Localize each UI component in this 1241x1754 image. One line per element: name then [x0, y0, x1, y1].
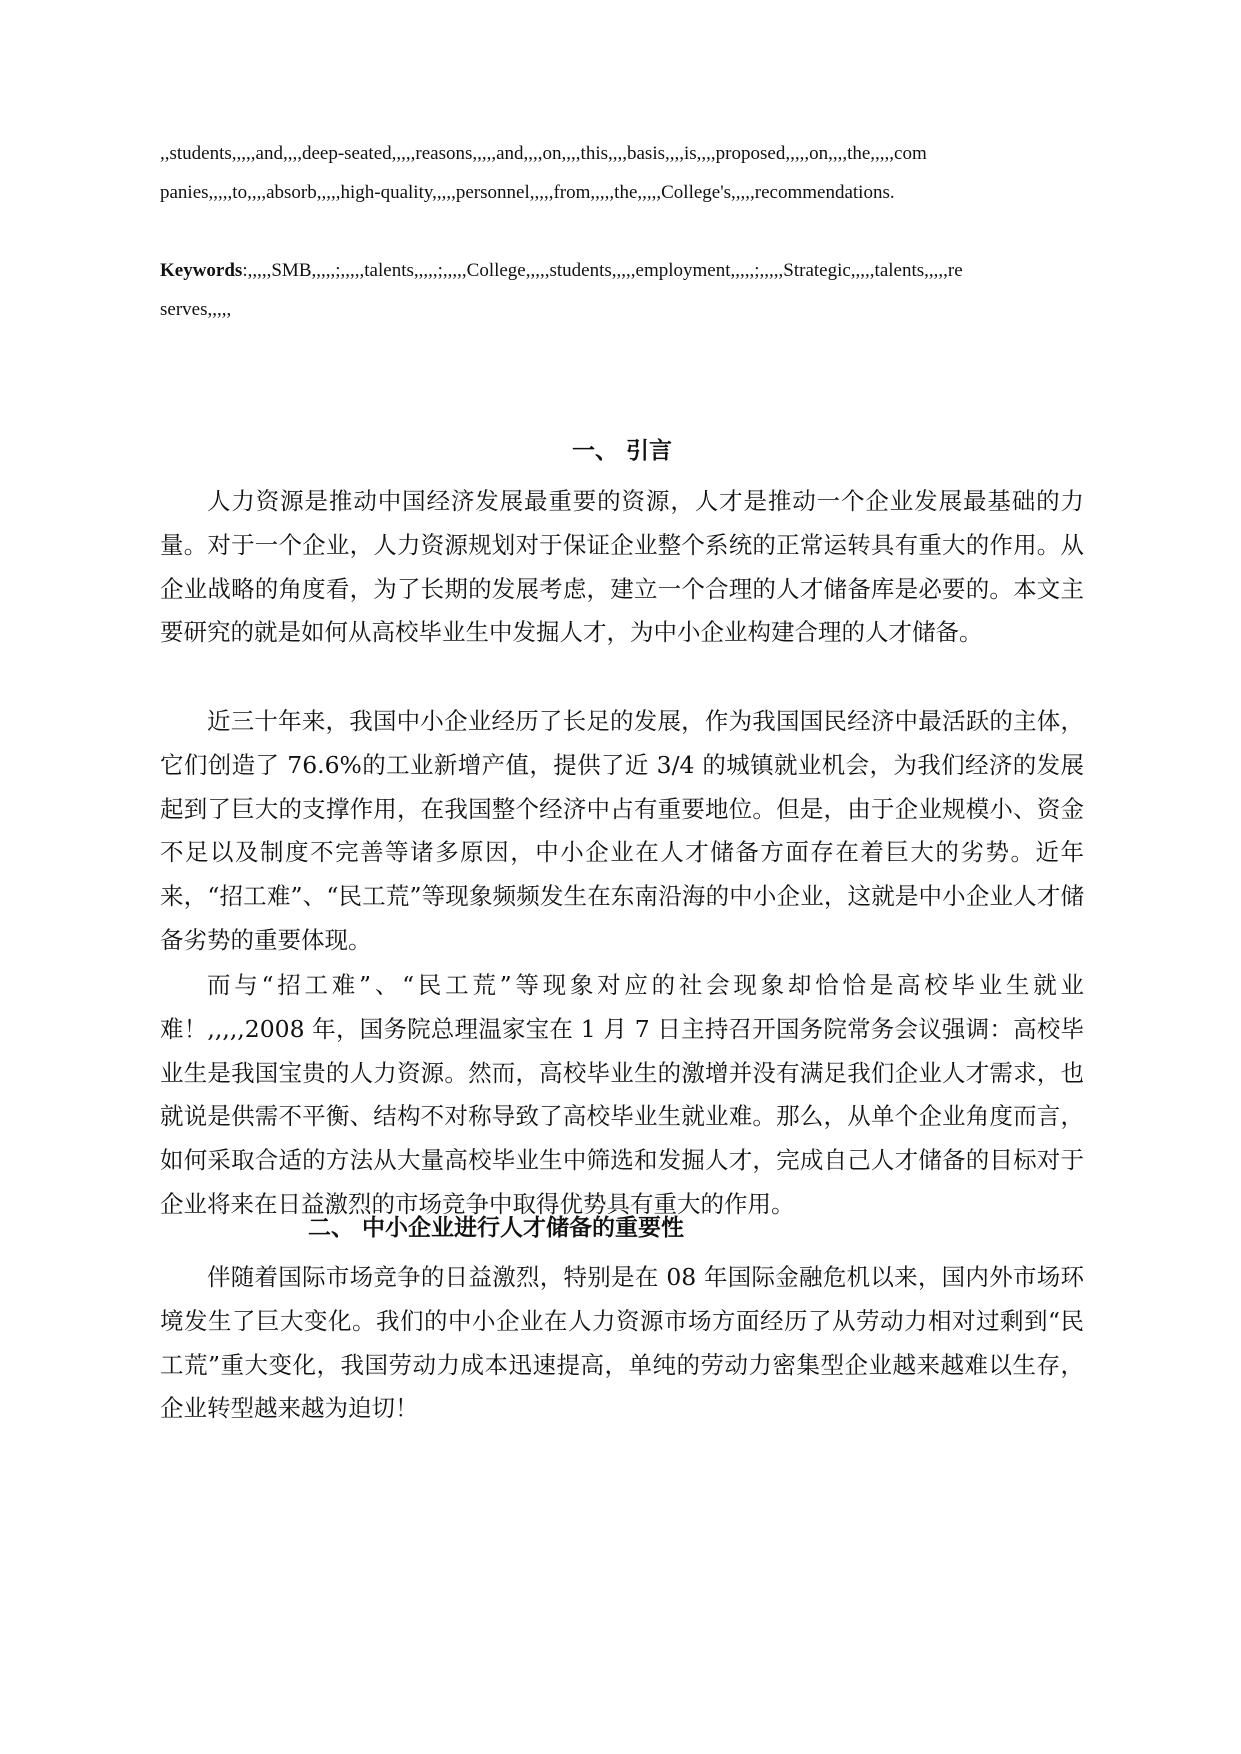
abstract-line-2: panies,,,,,to,,,,absorb,,,,,high-quality,,,,,personnel,,,,,from,,,,,the,,,,,College's,,,,,recommendations.	[160, 182, 895, 203]
keywords-label: Keywords	[160, 260, 243, 281]
keywords-line-1	[160, 259, 963, 283]
abstract-line-1: ,,students,,,,,and,,,,deep-seated,,,,,reasons,,,,,and,,,,on,,,,this,,,,basis,,,,is,,,,proposed,,,,,on,,,,the,,,,,com	[160, 143, 927, 164]
paragraph: 而与“招工难”、“民工荒”等现象对应的社会现象却恰恰是高校毕业生就业难！,,,,,2008 年，国务院总理温家宝在 1 月 7 日主持召开国务院常务会议强调：高校毕业生是我国宝贵的人力资源。然而，高校毕业生的激增并没有满足我们企业人才需求，也就说是供需不平衡、结构不对称导致了高校毕业生就业难。那么，从单个企业角度而言，如何采取合适的方法从大量高校毕业生中筛选和发掘人才，完成自己人才储备的目标对于企业将来在日益激烈的市场竞争中取得优势具有重大的作用。	[160, 971, 1084, 1218]
paragraph: 人力资源是推动中国经济发展最重要的资源，人才是推动一个企业发展最基础的力量。对于一个企业，人力资源规划对于保证企业整个系统的正常运转具有重大的作用。从企业战略的角度看，为了长期的发展考虑，建立一个合理的人才储备库是必要的。本文主要研究的就是如何从高校毕业生中发掘人才，为中小企业构建合理的人才储备。	[160, 487, 1084, 647]
paragraph: 近三十年来，我国中小企业经历了长足的发展，作为我国国民经济中最活跃的主体，它们创造了 76.6%的工业新增产值，提供了近 3/4 的城镇就业机会，为我们经济的发展起到了巨大的支撑作用，在我国整个经济中占有重要地位。但是，由于企业规模小、资金不足以及制度不完善等诸多原因，中小企业在人才储备方面存在着巨大的劣势。近年来，“招工难”、“民工荒”等现象频频发生在东南沿海的中小企业，这就是中小企业人才储备劣势的重要体现。	[160, 707, 1084, 954]
paragraph: 伴随着国际市场竞争的日益激烈，特别是在 08 年国际金融危机以来，国内外市场环境发生了巨大变化。我们的中小企业在人力资源市场方面经历了从劳动力相对过剩到“民工荒”重大变化，我国劳动力成本迅速提高，单纯的劳动力密集型企业越来越难以生存，企业转型越来越为迫切！	[160, 1263, 1084, 1423]
keywords-text: :,,,,,SMB,,,,,;,,,,,talents,,,,,;,,,,,College,,,,,students,,,,,employment,,,,,;,,,,,Strategic,,,,,talents,,,,,re	[242, 260, 963, 281]
keywords-line-2: serves,,,,,	[160, 299, 232, 320]
section-heading-importance: 二、 中小企业进行人才储备的重要性	[308, 1215, 685, 1241]
section-heading-introduction: 一、 引言	[571, 438, 672, 464]
